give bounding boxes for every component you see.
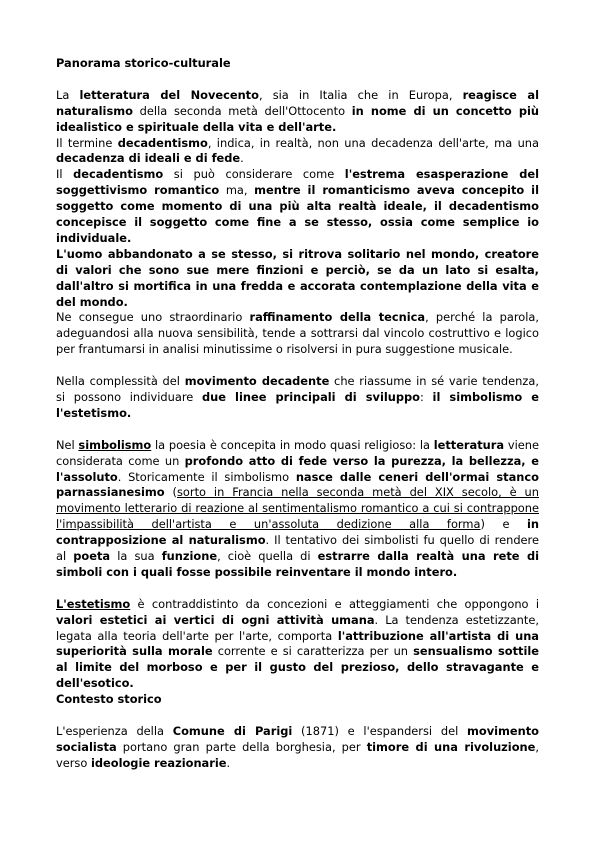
paragraph <box>56 136 539 168</box>
text-run: corrente e si caratterizza per un <box>212 644 414 659</box>
bold-text: L'estetismo <box>56 596 131 611</box>
bold-text: poeta <box>73 549 111 564</box>
bold-text: decadentismo <box>117 135 208 150</box>
text-run: . Il tentativo dei simbolisti fu quello di rendere al <box>56 533 539 564</box>
text-run: (1871) e l'espandersi del <box>292 723 467 738</box>
text-run: la poesia è concepita in modo quasi religioso: la <box>151 437 434 452</box>
bold-text: letteratura <box>433 437 505 452</box>
text-run: è contraddistinto da concezioni e atteggiamenti che oppongono i <box>130 596 539 611</box>
bold-text: letteratura del Novecento <box>79 87 259 102</box>
bold-text: in contrapposizione al naturalismo <box>56 517 539 548</box>
paragraph <box>56 88 539 136</box>
section-title: Contesto storico <box>56 692 162 707</box>
bold-text: Comune di Parigi <box>172 723 293 738</box>
bold-text: decadenza di ideali e di fede <box>56 151 241 166</box>
text-run: della seconda metà dell'Ottocento <box>132 103 352 118</box>
bold-text: reagisce al naturalismo <box>56 87 539 118</box>
bold-text: movimento decadente <box>184 374 330 389</box>
text-run: L'esperienza della <box>56 723 173 738</box>
paragraph <box>56 597 539 692</box>
text-run: che riassume in sé varie tendenza, si possono individuare <box>56 374 539 404</box>
paragraph <box>56 310 539 358</box>
text-run: la sua <box>110 549 162 564</box>
bold-text: l'attribuzione all'artista di una superiorità sulla morale <box>56 628 539 659</box>
text-run: Nella complessità del <box>56 374 185 389</box>
bold-text: valori estetici ai vertici di ogni attività umana <box>56 612 375 627</box>
paragraph <box>56 374 539 422</box>
text-run: , verso <box>56 739 539 770</box>
text-run: ) e <box>480 517 527 532</box>
bold-text: timore di una rivoluzione <box>366 739 536 754</box>
text-run: portano gran parte della borghesia, per <box>116 739 367 754</box>
bold-text: sensualismo sottile al limite del morboso e per il gusto del prezioso, dello stravagante e dell'esotico. <box>56 644 539 691</box>
paragraph <box>56 247 539 311</box>
bold-text: mentre il romanticismo aveva concepito il soggetto come momento di una più alta realtà ideale, il decadentismo concepisce il soggetto come fine a se stesso, ossia come semplice io individuale. <box>56 183 539 245</box>
text-run: Ne consegue uno straordinario <box>56 310 250 325</box>
text-run: La <box>56 87 80 102</box>
bold-text: decadentismo <box>73 167 164 182</box>
bold-text: profondo atto di fede verso la purezza, la bellezza, e l'assoluto <box>56 453 539 484</box>
text-run: si può considerare come <box>163 167 345 182</box>
text-run: . <box>226 755 231 770</box>
paragraph <box>56 438 539 581</box>
text-run: Il <box>56 167 74 182</box>
bold-text: in nome di un concetto più idealistico e spirituale della vita e dell'arte. <box>56 103 539 134</box>
text-run: , indica, in realtà, non una decadenza dell'arte, ma una <box>207 135 539 150</box>
text-run: . Storicamente il simbolismo <box>117 469 296 484</box>
text-run: ma, <box>219 183 255 198</box>
bold-text: nasce dalle ceneri dell'ormai stanco parnassianesimo <box>56 469 539 500</box>
paragraph <box>56 167 539 247</box>
text-run: Il termine <box>56 135 118 150</box>
text-run: . La tendenza estetizzante, legata alla teoria dell'arte per l'arte, comporta <box>56 612 539 643</box>
bold-text: funzione <box>161 549 218 564</box>
text-run: , perché la parola, adeguandosi alla nuova sensibilità, tende a sottrarsi dal vincolo costruttivo e logico per frantumarsi in analisi minutissime o risolversi in pura suggestione musicale. <box>56 310 539 357</box>
text-run: , cioè quella di <box>217 549 318 564</box>
paragraph <box>56 724 539 772</box>
bold-text: due linee principali di sviluppo <box>202 390 420 404</box>
bold-text: raffinamento della tecnica <box>249 310 426 325</box>
text-run: : <box>420 390 433 404</box>
bold-text: ideologie reazionarie <box>90 755 227 770</box>
bold-text: estrarre dalla realtà una rete di simboli con i quali fosse possibile reinventare il mondo intero. <box>56 549 540 579</box>
bold-text: movimento socialista <box>56 723 539 754</box>
text-run: viene considerata come un <box>56 437 539 468</box>
text-run: , sia in Italia che in Europa, <box>258 87 463 102</box>
text-run: ( <box>164 485 177 500</box>
text-run: . <box>240 151 244 166</box>
document-body <box>56 56 539 772</box>
bold-text: l'estrema esasperazione del soggettivismo romantico <box>56 167 539 198</box>
bold-text: il simbolismo e l'estetismo. <box>56 390 540 420</box>
section-title: Panorama storico-culturale <box>56 56 231 70</box>
text-run: sorto in Francia nella seconda metà del XIX secolo, è un movimento letterario di reazione al sentimentalismo romantico a cui si contrappone l'impassibilità dell'artista e un'assoluta dedizione alla forma <box>56 485 539 532</box>
text-run: Nel <box>56 437 79 452</box>
bold-text: simbolismo <box>78 437 152 452</box>
bold-text: L'uomo abbandonato a se stesso, si ritrova solitario nel mondo, creatore di valori che sono sue mere finzioni e perciò, se da un lato si esalta, dall'altro si mortifica in una fredda e accorata contemplazione della vita e del mondo. <box>56 246 539 309</box>
